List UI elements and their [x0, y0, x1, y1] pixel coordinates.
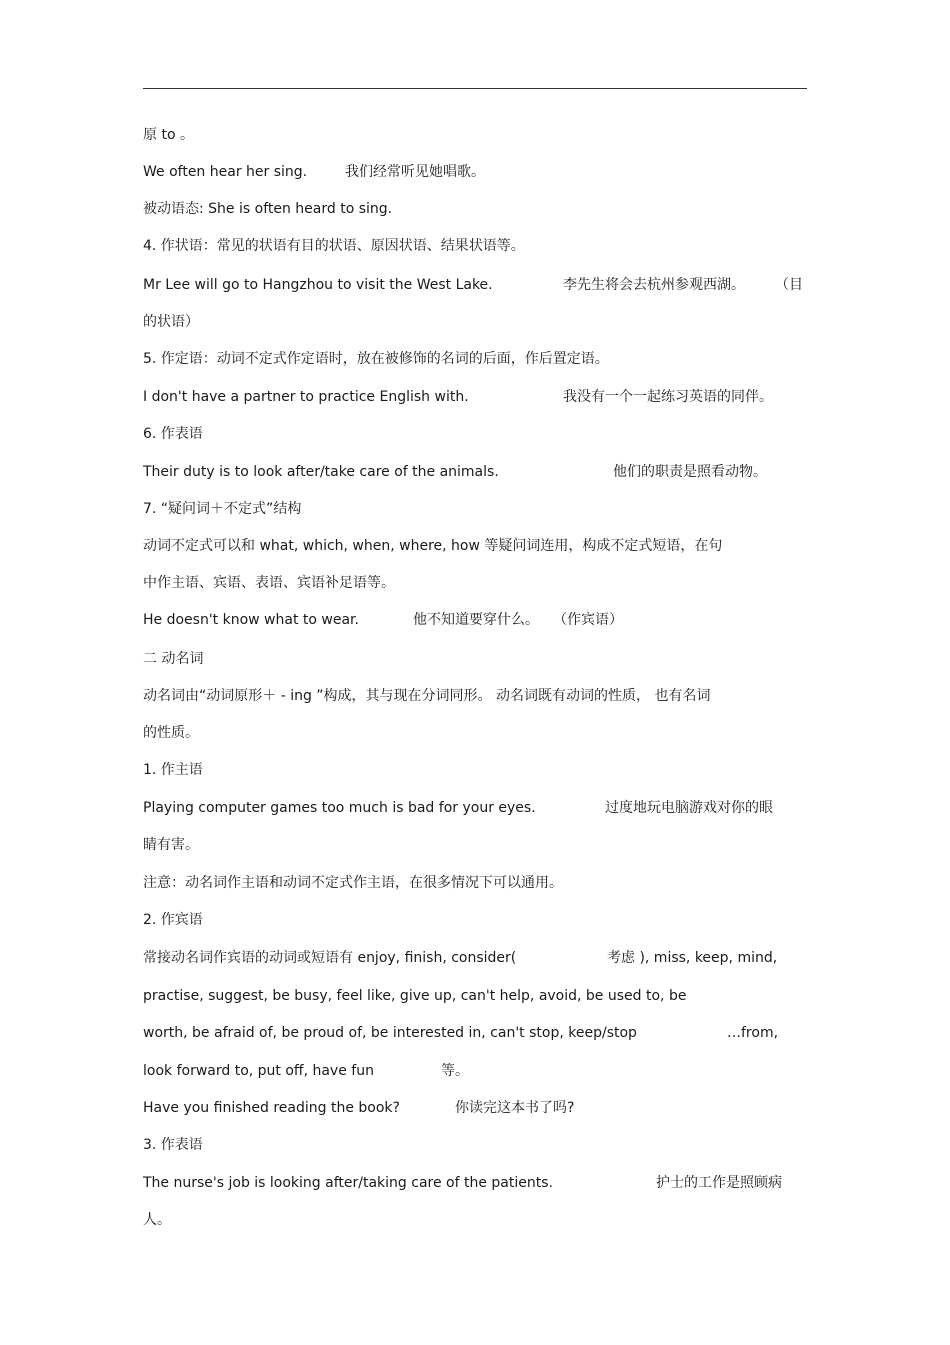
line-text: 动名词由“动词原形＋ - ing ”构成，其与现在分词同形。 动名词既有动词的性质， 也有名词	[143, 688, 711, 704]
english-sentence: I don't have a partner to practice English with.	[143, 389, 469, 405]
line-text: 4. 作状语：常见的状语有目的状语、原因状语、结果状语等。	[143, 238, 525, 254]
line-text: 考虑 ), miss, keep, mind,	[607, 950, 778, 966]
line-text: 注意：动名词作主语和动词不定式作主语，在很多情况下可以通用。	[143, 875, 563, 891]
section-heading	[143, 236, 525, 256]
english-sentence: We often hear her sing.	[143, 164, 308, 180]
annotation: （目	[775, 277, 803, 293]
line-text: 常接动名词作宾语的动词或短语有 enjoy, finish, consider(	[143, 950, 517, 966]
line-text: 6. 作表语	[143, 426, 203, 442]
text-line	[143, 312, 199, 332]
line-text: 人。	[143, 1212, 171, 1228]
text-line	[143, 125, 194, 145]
line-text: 原 to 。	[143, 127, 194, 143]
line-text: look forward to, put off, have fun	[143, 1063, 374, 1079]
line-text: 二 动名词	[143, 651, 204, 667]
text-line	[143, 835, 199, 855]
line-text: 3. 作表语	[143, 1137, 203, 1153]
note-line	[143, 873, 563, 893]
section-heading	[143, 424, 203, 444]
chinese-translation: 护士的工作是照顾病	[656, 1175, 782, 1191]
chinese-translation: 他们的职责是照看动物。	[613, 464, 767, 480]
line-text: 被动语态: She is often heard to sing.	[143, 201, 393, 217]
section-heading	[143, 760, 203, 780]
section-heading	[143, 349, 609, 369]
line-text: 动词不定式可以和 what, which, when, where, how 等疑问词连用，构成不定式短语，在句	[143, 538, 723, 554]
chinese-translation: 我们经常听见她唱歌。	[345, 164, 485, 180]
chinese-translation: 我没有一个一起练习英语的同伴。	[563, 389, 773, 405]
text-line	[143, 686, 710, 706]
chinese-translation: 他不知道要穿什么。	[413, 612, 539, 628]
line-text: 5. 作定语：动词不定式作定语时，放在被修饰的名词的后面，作后置定语。	[143, 351, 609, 367]
line-text: 睛有害。	[143, 837, 199, 853]
line-text: 2. 作宾语	[143, 912, 203, 928]
line-text: 中作主语、宾语、表语、宾语补足语等。	[143, 575, 395, 591]
section-heading	[143, 910, 203, 930]
section-heading	[143, 1135, 203, 1155]
annotation: （作宾语）	[553, 612, 623, 628]
line-text: 的状语）	[143, 314, 199, 330]
text-line	[143, 1210, 171, 1230]
line-text: 等。	[441, 1063, 469, 1079]
chapter-heading	[143, 649, 203, 669]
line-text: 1. 作主语	[143, 762, 203, 778]
english-sentence: The nurse's job is looking after/taking care of the patients.	[143, 1175, 553, 1191]
header-rule	[143, 88, 807, 89]
line-text: practise, suggest, be busy, feel like, give up, can't help, avoid, be used to, be	[143, 988, 687, 1004]
english-sentence: Have you finished reading the book?	[143, 1100, 400, 1116]
section-heading	[143, 499, 301, 519]
text-line	[143, 573, 395, 593]
text-line	[143, 536, 722, 556]
english-sentence: Playing computer games too much is bad for your eyes.	[143, 800, 536, 816]
english-sentence: He doesn't know what to wear.	[143, 612, 359, 628]
text-line	[143, 199, 392, 219]
text-line	[143, 986, 686, 1006]
line-text: …from,	[727, 1025, 779, 1041]
line-text: 7. “疑问词＋不定式”结构	[143, 501, 302, 517]
line-text: 的性质。	[143, 725, 199, 741]
english-sentence: Their duty is to look after/take care of the animals.	[143, 464, 499, 480]
chinese-translation: 你读完这本书了吗?	[455, 1100, 575, 1116]
english-sentence: Mr Lee will go to Hangzhou to visit the West Lake.	[143, 277, 493, 293]
line-text: worth, be afraid of, be proud of, be interested in, can't stop, keep/stop	[143, 1025, 637, 1041]
chinese-translation: 过度地玩电脑游戏对你的眼	[605, 800, 773, 816]
chinese-translation: 李先生将会去杭州参观西湖。	[563, 277, 745, 293]
text-line	[143, 723, 199, 743]
